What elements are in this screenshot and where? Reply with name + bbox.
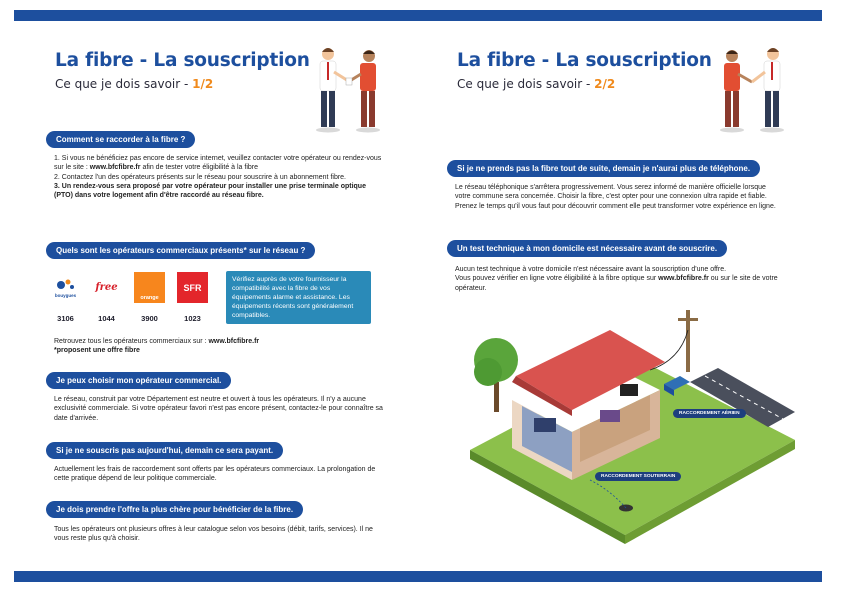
section-heading-raccorder: Comment se raccorder à la fibre ? (46, 131, 195, 148)
telephone-text: Le réseau téléphonique s'arrêtera progressivement. Vous serez informé de manière officielle lorsque votre commune sera concernée. Choisir la fibre, c'est opter pour une connexion ultra rapide et fiable. Prenez le temps qu'il vous faut pour découvrir comment elle peut transformer votre expérience en ligne. (455, 184, 776, 210)
bfcfibre-link-2[interactable]: www.bfcfibre.fr (208, 338, 260, 345)
house-illustration (450, 300, 802, 550)
raccorder-step-1: 1. Si vous ne bénéficiez pas encore de service internet, veuillez contacter votre opérateur ou rendez-vous sur le site : www.bfcfibre.fr afin de tester votre éligibilité à la fibre (54, 155, 382, 172)
top-band (14, 10, 822, 21)
section-heading-test: Un test technique à mon domicile est nécessaire avant de souscrire. (447, 240, 727, 257)
section-heading-choisir: Je peux choisir mon opérateur commercial. (46, 372, 231, 389)
right-subtitle (457, 77, 615, 91)
choisir-text: Le réseau, construit par votre Département est neutre et ouvert à tous les opérateurs. Il n'y a aucune exclusivité commerciale. Si votre opérateur favori n'est pas encore présent, contactez-le pour connaître sa date d'arrivée. (54, 396, 383, 422)
test-text (455, 265, 780, 293)
operator-orange (134, 272, 165, 323)
operator-count-free: 1044 (98, 314, 115, 323)
right-page-number: 2/2 (594, 77, 616, 91)
raccorder-step-2: 2. Contactez l'un des opérateurs présents sur le réseau pour souscrire à un abonnement fibre. (54, 173, 347, 181)
tree-trunk (494, 382, 499, 412)
bfcfibre-link-3[interactable]: www.bfcfibre.fr (658, 275, 709, 283)
sfr-logo: SFR (177, 272, 208, 303)
bfcfibre-link[interactable]: www.bfcfibre.fr (89, 164, 141, 172)
section-heading-telephone: Si je ne prends pas la fibre tout de suite, demain je n'aurai plus de téléphone. (447, 160, 760, 177)
test-text-2: Vous pouvez vérifier en ligne votre éligibilité à la fibre optique sur www.bfcfibre.fr ou sur le site de votre opérateur. (455, 275, 778, 292)
operator-free (91, 272, 122, 323)
operateurs-footer (54, 337, 354, 356)
handshake-illustration-right (716, 44, 788, 134)
free-logo: free (95, 282, 118, 293)
left-title: La fibre - La souscription (55, 50, 310, 71)
bouygues-logo (50, 272, 81, 303)
callout-souterrain: RACCORDEMENT SOUTERRAIN (595, 472, 681, 481)
operator-list (50, 272, 208, 323)
operator-sfr (177, 272, 208, 323)
compatibility-info-box: Vérifiez auprès de votre fournisseur la compatibilité avec la fibre de vos équipements alarme et assistance. Les équipements récents sont généralement compatibles. (226, 271, 371, 324)
test-text-1: Aucun test technique à votre domicile n'est nécessaire avant la souscription d'une offre. (455, 266, 727, 273)
operator-count-bouygues: 3106 (57, 314, 74, 323)
operator-bouygues (50, 272, 81, 323)
right-subtitle-prefix: Ce que je dois savoir - (457, 77, 595, 91)
raccorder-step-3: 3. Un rendez-vous sera proposé par votre opérateur pour installer une prise terminale optique (PTO) dans votre logement afin d'être raccordé au réseau fibre. (54, 182, 366, 200)
operateurs-footnote: *proposent une offre fibre (54, 347, 140, 355)
bouygues-logo-text: bouygues (54, 293, 77, 298)
operator-count-orange: 3900 (141, 314, 158, 323)
orange-logo: orange (134, 272, 165, 303)
offre-text: Tous les opérateurs ont plusieurs offres à leur catalogue selon vos besoins (débit, tarifs, services). Il ne vous reste plus qu'à choisir. (54, 526, 373, 543)
callout-aerien: RACCORDEMENT AÉRIEN (673, 409, 746, 418)
aujourdhui-text: Actuellement les frais de raccordement sont offerts par les opérateurs commerciaux. La prolongation de cette pratique dépend de leur politique commerciale. (54, 466, 376, 483)
left-page-number: 1/2 (192, 77, 214, 91)
section-heading-operateurs: Quels sont les opérateurs commerciaux présents* sur le réseau ? (46, 242, 315, 259)
left-subtitle-prefix: Ce que je dois savoir - (55, 77, 193, 91)
operator-count-sfr: 1023 (184, 314, 201, 323)
section-heading-offre: Je dois prendre l'offre la plus chère pour bénéficier de la fibre. (46, 501, 303, 518)
left-subtitle (55, 77, 213, 91)
raccorder-steps (54, 154, 384, 200)
operateurs-footer-line: Retrouvez tous les opérateurs commerciaux sur : www.bfcfibre.fr (54, 338, 260, 345)
bottom-band (14, 571, 822, 582)
section-heading-aujourdhui: Si je ne souscris pas aujourd'hui, demain ce sera payant. (46, 442, 283, 459)
bouygues-logo-mark (55, 277, 77, 293)
handshake-illustration (312, 44, 384, 134)
right-title: La fibre - La souscription (457, 50, 712, 71)
